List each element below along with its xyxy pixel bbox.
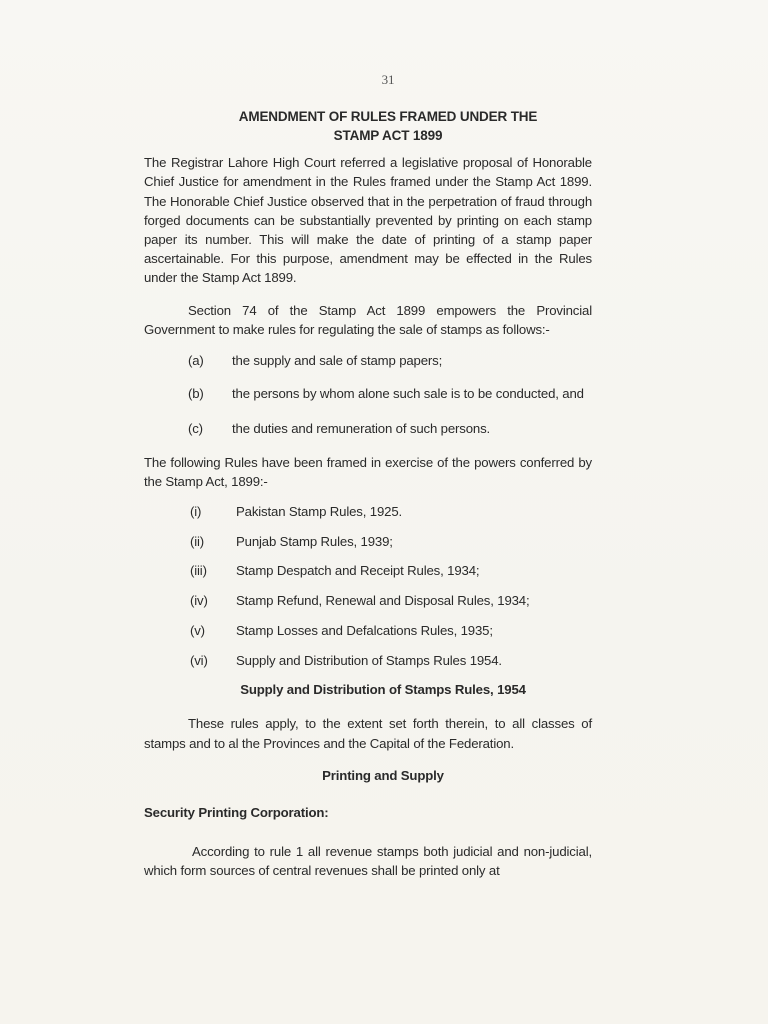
subheading-security-printing: Security Printing Corporation: [144,805,329,821]
rules-list [144,502,592,670]
list-item-number: (ii) [190,533,205,549]
list-item-text: Stamp Despatch and Receipt Rules, 1934; [236,563,480,579]
list-item [144,621,592,640]
list-item [144,561,592,580]
rule-1-paragraph: According to rule 1 all revenue stamps both judicial and non-judicial, which form sources of central revenues shall be printed only at [144,844,592,879]
list-item-text: Pakistan Stamp Rules, 1925. [236,504,403,520]
page-content [144,70,592,881]
list-item-text: Supply and Distribution of Stamps Rules 1954. [236,652,502,668]
list-item [144,532,592,551]
list-item [144,419,592,438]
list-item-number: (v) [190,622,205,638]
list-item-text: the persons by whom alone such sale is to be conducted, and [232,386,584,402]
list-item-number: (b) [188,386,204,402]
list-item [144,384,592,403]
list-item-text: the duties and remuneration of such persons. [232,421,491,437]
page-number: 31 [381,72,395,87]
section-74-list [144,351,592,439]
list-item-text: Stamp Losses and Defalcations Rules, 1935; [236,622,493,638]
list-item-number: (iv) [190,593,208,609]
document-title-line2: STAMP ACT 1899 [333,128,443,144]
list-item-number: (iii) [190,563,207,579]
rules-apply-paragraph: These rules apply, to the extent set forth therein, to all classes of stamps and to al the Provinces and the Capital of the Federation. [144,716,592,751]
list-item-text: Punjab Stamp Rules, 1939; [236,533,393,549]
list-item [144,651,592,670]
section-heading-supply-distribution: Supply and Distribution of Stamps Rules, 1954 [240,682,526,698]
list-item [144,351,592,370]
section-74-paragraph: Section 74 of the Stamp Act 1899 empowers the Provincial Government to make rules for regulating the sale of stamps as follows:- [144,302,592,337]
list-item-number: (c) [188,421,203,437]
section-heading-printing-supply: Printing and Supply [322,767,444,783]
list-item-number: (a) [188,353,204,369]
list-item-text: Stamp Refund, Renewal and Disposal Rules, 1934; [236,593,530,609]
list-item [144,591,592,610]
intro-paragraph: The Registrar Lahore High Court referred a legislative proposal of Honorable Chief Justice for amendment in the Rules framed under the Stamp Act 1899. The Honorable Chief Justice observed that in the perpetration of fraud through forged documents can be substantially prevented by printing on each stamp paper its number. This will make the date of printing of a stamp paper ascertainable. For this purpose, amendment may be effected in the Rules under the Stamp Act 1899. [144,155,592,286]
document-title-line1: AMENDMENT OF RULES FRAMED UNDER THE [238,109,538,125]
rules-framed-paragraph: The following Rules have been framed in exercise of the powers conferred by the Stamp Act, 1899:- [144,454,592,489]
list-item-number: (vi) [190,652,208,668]
list-item [144,502,592,521]
list-item-number: (i) [190,504,202,520]
list-item-text: the supply and sale of stamp papers; [232,353,443,369]
